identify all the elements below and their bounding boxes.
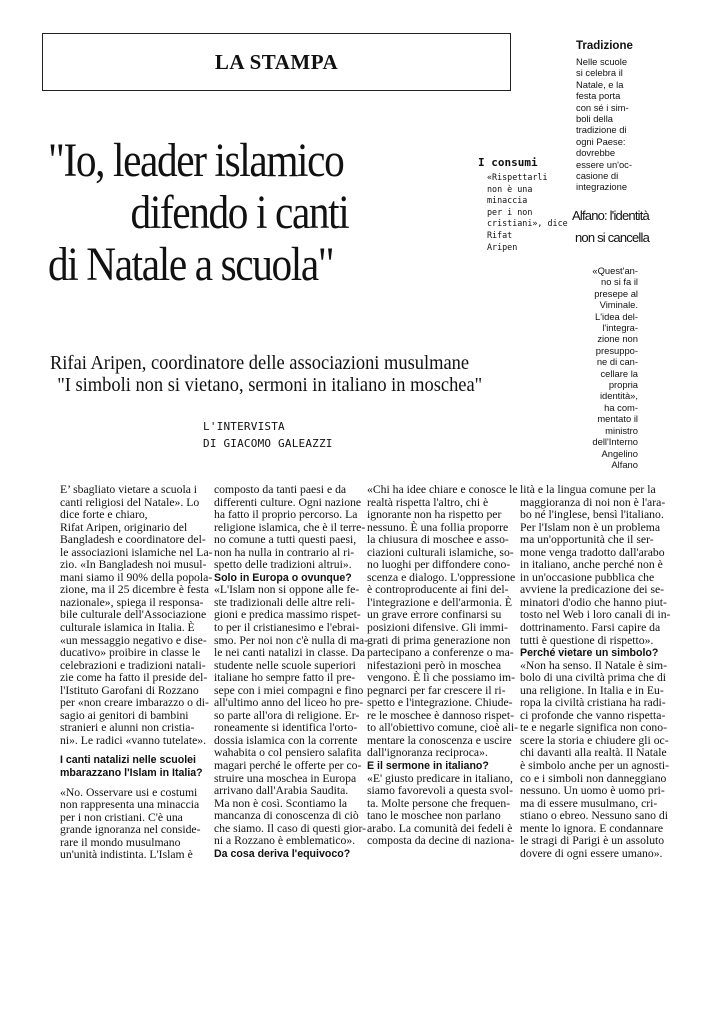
sidebar-alfano-title-1: Alfano: l'identità [572, 208, 649, 223]
text-line: to per il cristianesimo e l'ebrai- [214, 621, 360, 635]
text-line: maggioranza di noi non è l'ara- [520, 495, 666, 509]
text-line: nazionale», spiega il responsa- [60, 595, 204, 609]
text-line: ma un'opportunità che il ser- [520, 533, 654, 547]
sidebar-line: essere un'oc- [576, 158, 632, 170]
text-line: culturale islamica in Italia. È [60, 621, 195, 635]
text-line: canti religiosi del Natale». Lo [60, 495, 200, 509]
headline [48, 135, 392, 291]
text-line: tano le moschee non parlano [367, 809, 501, 823]
text-line: che siamo. Il caso di questi gior- [214, 821, 366, 835]
text-line: scenza e dialogo. L'oppressione [367, 570, 516, 584]
sidebar-line: tradizione di [576, 124, 627, 136]
text-line: non ha nulla in contrario al ri- [214, 545, 355, 559]
text-line: nessuno. Un uomo è uomo pri- [520, 784, 665, 798]
text-line: ducativo» proibire in classe le [60, 646, 201, 660]
text-line: le associazioni islamiche nel La- [60, 545, 213, 559]
text-line: un'unità indistinta. L'Islam è [60, 848, 193, 862]
text-line: dovere di ogni essere umano». [520, 846, 663, 860]
article-column-3 [367, 483, 519, 848]
text-line: dossia islamica con la corrente [214, 733, 358, 747]
text-line: grande ignoranza nel conside- [60, 823, 201, 837]
text-line: grati di prima generazione non [367, 633, 511, 647]
text-line: ignorante non ha rispetto per [367, 508, 502, 522]
sidebar-line: Rifat [487, 229, 513, 240]
text-line: chi davanti alla realtà. Il Natale [520, 746, 667, 760]
sidebar-line: propria [608, 379, 638, 391]
text-line: è controproducente ai fini del- [367, 583, 509, 597]
text-line: un grave errore confinarsi su [367, 608, 502, 622]
text-line: in un'occasione pubblica che [520, 570, 655, 584]
text-line: ma di essere musulmano, cri- [520, 796, 658, 810]
text-line: la chiusura di moschee e asso- [367, 533, 509, 547]
byline-author: DI GIACOMO GALEAZZI [203, 437, 333, 450]
sidebar-line: per i non [487, 206, 533, 217]
text-line: pegnarci per far crescere il ri- [367, 683, 506, 697]
text-line: l'integrazione e dell'armonia. È [367, 595, 513, 609]
text-line: dottrinamento. Farsi capire da [520, 621, 661, 635]
text-line: gioni e predica massimo rispet- [214, 608, 361, 622]
sidebar-line: Nelle scuole [576, 56, 628, 67]
sidebar-line: l'integra- [602, 322, 638, 334]
text-line: lità e la lingua comune per la [520, 483, 656, 496]
text-line: spetto delle tradizioni altrui». [214, 558, 352, 572]
question-line: Perché vietare un simbolo? [520, 647, 659, 660]
question-line: I canti natalizi nelle scuolei [60, 754, 196, 767]
text-line: ni a Rozzano è emblematico». [214, 834, 356, 848]
sidebar-line: si celebra il [576, 67, 623, 79]
text-line: zione, ma il 25 dicembre è festa [60, 583, 209, 597]
sidebar-line: dovrebbe [576, 147, 616, 159]
text-line: roneamente si identifica l'orto- [214, 721, 358, 735]
sidebar-line: «Rispettarli [487, 172, 548, 182]
question-line: Solo in Europa o ovunque? [214, 571, 352, 584]
text-line: arrivano dall'Arabia Saudita. [214, 784, 349, 798]
sidebar-line: integrazione [576, 181, 628, 193]
article-column-4 [520, 483, 671, 860]
text-line: per i non cristiani. C'è una [60, 810, 183, 824]
sidebar-line: cristiani», dice [487, 218, 568, 229]
headline-line-1: "Io, leader islamico [48, 134, 344, 187]
text-line: religione islamica, che è il terre- [214, 520, 366, 534]
text-line: mentare la conoscenza e uscire [367, 733, 512, 747]
text-line: mancanza di conoscenza di ciò [214, 809, 359, 823]
text-line: arabo. La comunità dei fedeli è [367, 821, 513, 835]
text-line: co e i simboli non danneggiano [520, 771, 667, 785]
masthead-title: LA STAMPA [214, 50, 339, 74]
text-line: partecipano a conferenze o ma- [367, 646, 514, 660]
text-line: struire una moschea in Europa [214, 771, 357, 785]
text-line: Rifat Aripen, originario del [60, 520, 188, 534]
text-line: l'Istituto Garofani di Rozzano [60, 683, 199, 697]
text-line: mone venga tradotto dall'arabo [520, 545, 665, 559]
text-line: mani siamo il 90% della popola- [60, 570, 213, 584]
text-line: in italiano, anche perché non è [520, 558, 663, 572]
sidebar-line: identità», [599, 390, 638, 402]
text-line: no comune a tutti questi paesi, [214, 533, 357, 547]
sidebar-line: casione di [576, 170, 619, 182]
question-line: E il sermone in italiano? [367, 760, 489, 773]
text-line: italiane ho sempre fatto il pre- [214, 671, 356, 685]
sidebar-line: L'idea del- [595, 310, 638, 322]
sidebar-line: ministro [605, 424, 638, 436]
headline-line-2: difendo i canti [130, 186, 349, 239]
text-line: bile culturale dell'Associazione [60, 608, 207, 622]
text-line: mente lo ignora. E condannare [520, 821, 664, 835]
text-line: composta da decine di naziona- [367, 834, 515, 848]
text-line: tutti è questione di rispetto». [520, 633, 654, 647]
text-line: nessuno. È una follia proporre [367, 520, 509, 534]
text-line: studente nelle scuole superiori [214, 658, 356, 672]
text-line: ci profonde che vanno rispetta- [520, 708, 666, 722]
text-line: «Non ha senso. Il Natale è sim- [520, 658, 668, 672]
text-line: to all'obiettivo comune, cioè ali- [367, 721, 519, 735]
text-line: le nei canti natalizi in classe. Da [214, 646, 365, 660]
sidebar-line: con sé i sim- [576, 101, 629, 113]
text-line: no luoghi per diffondere cono- [367, 558, 511, 572]
sidebar-alfano-title [572, 205, 649, 249]
text-line: tosto nel Web i loro canali di in- [520, 608, 671, 622]
text-line: dall'ignoranza reciproca». [367, 746, 488, 760]
text-line: realtà rispetta l'altro, chi è [367, 495, 489, 509]
text-line: celebrazioni e tradizioni natali- [60, 658, 206, 672]
text-line: bo né l'inglese, bensì l'italiano. [520, 508, 664, 522]
subhead-line-1: Rifai Aripen, coordinatore delle associazioni musulmane [50, 352, 470, 374]
sidebar-line: ogni Paese: [576, 135, 626, 147]
text-line: «L'Islam non si oppone alle fe- [214, 583, 360, 597]
text-line: non rappresenta una minaccia [60, 798, 200, 812]
sidebar-line: cellare la [600, 367, 638, 379]
sidebar-line: non è una [487, 183, 533, 194]
sidebar-line: mentato il [597, 413, 638, 425]
sidebar-line: minaccia [487, 195, 528, 206]
text-line: Ma non è così. Scontiamo la [214, 796, 348, 810]
text-line: dice forte e chiaro, [60, 508, 148, 522]
text-line: bolo di una civiltà prima che di [520, 671, 667, 685]
text-line: le stragi di Parigi è un assoluto [520, 834, 665, 848]
text-line: è simbolo anche per un agnosti- [520, 759, 669, 773]
text-line: magari perché le offerte per co- [214, 759, 362, 773]
text-line: spetto e l'integrazione. Chiude- [367, 696, 513, 710]
text-line: per «non creare imbarazzo o di- [60, 696, 209, 710]
sidebar-line: dell'Interno [592, 436, 638, 448]
text-line: una religione. In Italia e in Eu- [520, 683, 664, 697]
masthead-box [42, 33, 511, 91]
sidebar-line: presuppo- [595, 344, 638, 356]
text-line: ciazioni culturali islamiche, so- [367, 545, 514, 559]
sidebar-line: boli della [576, 113, 614, 125]
subhead-line-2: "I simboli non si vietano, sermoni in italiano in moschea" [57, 374, 483, 396]
text-line: «E' giusto predicare in italiano, [367, 771, 513, 785]
text-line: siamo favorevoli a questa svol- [367, 784, 514, 798]
paragraph-gap [60, 747, 208, 754]
text-line: ropa la civiltà cristiana ha radi- [520, 696, 666, 710]
headline-line-3: di Natale a scuola" [48, 238, 334, 291]
sidebar-line: zione non [597, 333, 638, 345]
sidebar-line: Angelino [601, 447, 638, 459]
text-line: so parte all'ora di religione. Er- [214, 708, 360, 722]
question-line: mbarazzano l'Islam in Italia? [60, 767, 203, 780]
subhead [50, 352, 482, 396]
text-line: vengono. È lì che possiamo im- [367, 671, 516, 685]
text-line: «un messaggio negativo e dise- [60, 633, 207, 647]
text-line: Bangladesh e coordinatore del- [60, 533, 206, 547]
text-line: te e negarle significa non cono- [520, 721, 668, 735]
text-line: sagio ai genitori di bambini [60, 708, 189, 722]
text-line: posizioni difensive. Gli immi- [367, 621, 508, 635]
text-line: ste tradizionali delle altre reli- [214, 595, 355, 609]
text-line: sepe con i miei compagni e fino [214, 683, 364, 697]
text-line: nifestazioni però in moschea [367, 658, 502, 672]
sidebar-line: Alfano [611, 458, 638, 470]
byline [203, 418, 333, 452]
sidebar-alfano-title-2: non si cancella [575, 230, 649, 245]
text-line: «Chi ha idee chiare e conosce le [367, 483, 518, 496]
sidebar-line: Aripen [487, 241, 518, 252]
text-line: re le moschee è dannoso rispet- [367, 708, 515, 722]
text-line: minatori d'odio che hanno piut- [520, 595, 667, 609]
sidebar-line: festa porta [576, 90, 621, 102]
text-line: composto da tanti paesi e da [214, 483, 347, 496]
text-line: Per l'Islam non è un problema [520, 520, 661, 534]
sidebar-consumi-title: I consumi [478, 156, 538, 169]
text-line: ta. Molte persone che frequen- [367, 796, 511, 810]
text-line: rare il mondo musulmano [60, 835, 181, 849]
sidebar-line: Viminale. [599, 299, 638, 311]
sidebar-tradizione-title: Tradizione [576, 40, 633, 52]
sidebar-line: ne di can- [596, 356, 638, 368]
text-line: «No. Osservare usi e costumi [60, 785, 198, 799]
article-column-1 [60, 483, 213, 862]
sidebar-tradizione-text [576, 56, 636, 193]
text-line: ni». Le radici «vanno tutelate». [60, 733, 207, 747]
text-line: zie come ha fatto il preside del- [60, 671, 208, 685]
text-line: zio. «In Bangladesh noi musul- [60, 558, 207, 572]
text-line: stranieri e alunni non cristia- [60, 721, 195, 735]
text-line: avviene la predicazione dei se- [520, 583, 665, 597]
text-line: ha fatto il proprio percorso. La [214, 508, 358, 522]
sidebar-line: presepe al [594, 287, 638, 299]
sidebar-line: no si fa il [601, 276, 638, 288]
article-column-2 [214, 483, 369, 860]
text-line: all'ultimo anno del liceo ho pre- [214, 696, 364, 710]
sidebar-consumi-text [487, 172, 568, 253]
text-line: stiano o ebreo. Nessuno sano di [520, 809, 669, 823]
sidebar-alfano-text [580, 265, 638, 470]
question-line: Da cosa deriva l'equivoco? [214, 847, 351, 860]
text-line: smo. Per noi non c'è nulla di ma- [214, 633, 369, 647]
sidebar-line: Natale, e la [576, 78, 624, 90]
sidebar-line: «Quest'an- [592, 265, 638, 276]
byline-kicker: L'INTERVISTA [203, 420, 285, 433]
sidebar-line: ha com- [604, 401, 638, 413]
text-line: wahabita o col pensiero salafita [214, 746, 362, 760]
text-line: scere la storia e chiudere gli oc- [520, 733, 669, 747]
text-line: differenti culture. Ogni nazione [214, 495, 362, 509]
text-line: E’ sbagliato vietare a scuola i [60, 483, 198, 496]
